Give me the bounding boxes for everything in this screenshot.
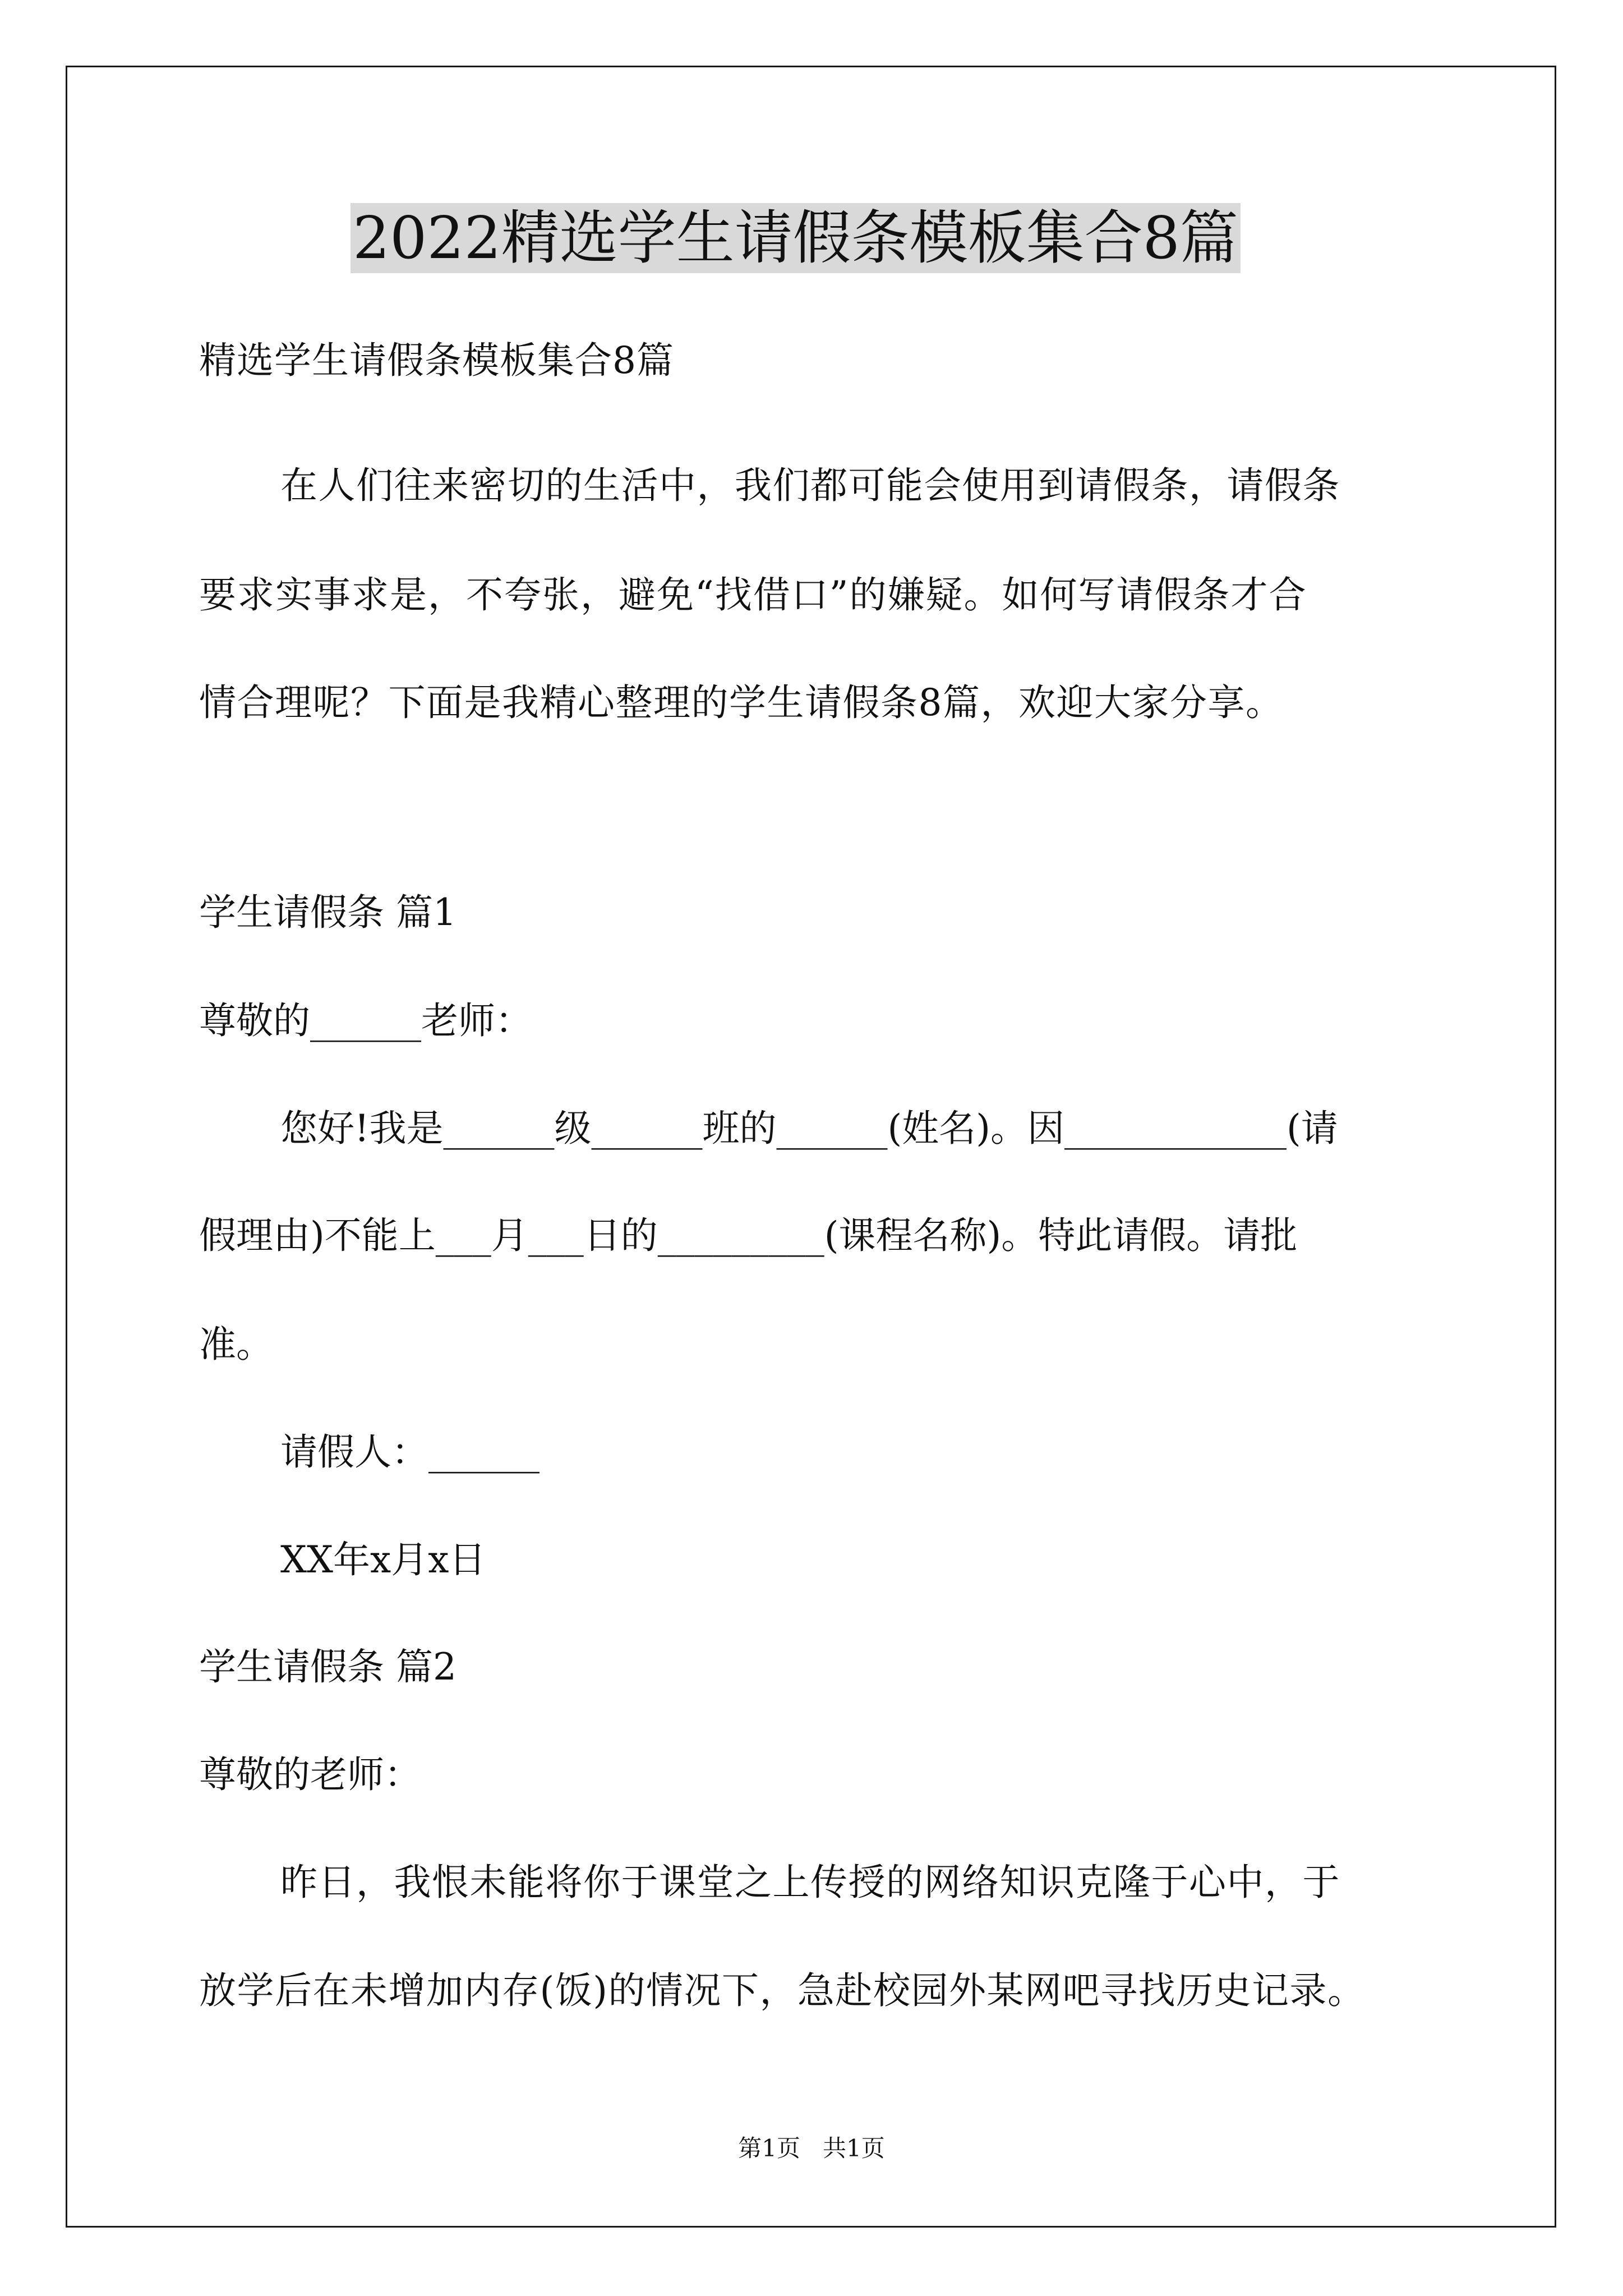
intro-line-1: 在人们往来密切的生活中，我们都可能会使用到请假条，请假条 <box>280 464 1340 507</box>
document-title: 2022精选学生请假条模板集合8篇 <box>351 203 1241 273</box>
letter1-line-3: 准。 <box>199 1323 273 1366</box>
letter2-line-2: 放学后在未增加内存(饭)的情况下，急赴校园外某网吧寻找历史记录。 <box>199 1969 1366 2012</box>
letter1-line-1: 您好!我是______级______班的______(姓名)。因____________(请 <box>280 1107 1338 1150</box>
date-line-1: XX年x月x日 <box>280 1538 486 1581</box>
section-heading-2: 学生请假条 篇2 <box>199 1645 457 1688</box>
intro-line-3: 情合理呢？下面是我精心整理的学生请假条8篇，欢迎大家分享。 <box>199 681 1284 724</box>
signature-line-1: 请假人：______ <box>280 1430 540 1474</box>
subtitle-line: 精选学生请假条模板集合8篇 <box>199 339 674 382</box>
letter1-line-2: 假理由)不能上___月___日的_________(课程名称)。特此请假。请批 <box>199 1214 1298 1257</box>
section-heading-1: 学生请假条 篇1 <box>199 891 457 934</box>
intro-line-2: 要求实事求是，不夸张，避免“找借口”的嫌疑。如何写请假条才合 <box>199 573 1307 616</box>
page-footer: 第1页 共1页 <box>738 2134 885 2162</box>
letter2-line-1: 昨日，我恨未能将你于课堂之上传授的网络知识克隆于心中，于 <box>280 1861 1340 1904</box>
salutation-2: 尊敬的老师： <box>199 1753 421 1796</box>
salutation-1: 尊敬的______老师： <box>199 999 532 1042</box>
